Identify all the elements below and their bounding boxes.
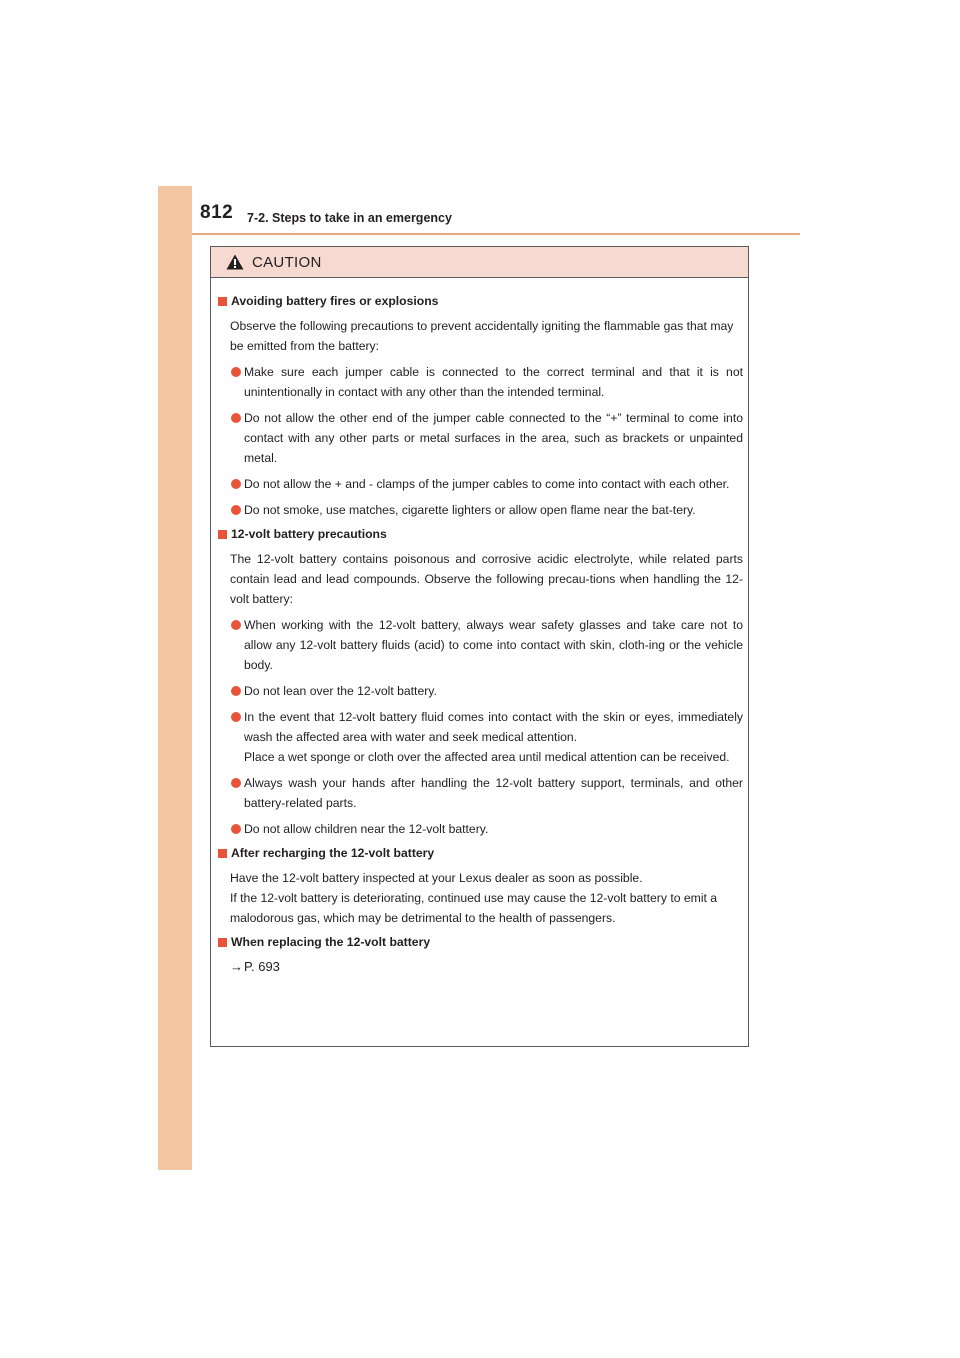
paragraph-line: Have the 12-volt battery inspected at your Lexus dealer as soon as possible. (230, 871, 643, 885)
arrow-right-icon: → (230, 959, 243, 974)
list-item-text: Do not smoke, use matches, cigarette lighters or allow open flame near the bat-tery. (244, 503, 696, 517)
square-bullet-icon (218, 938, 227, 947)
list-item-text: Make sure each jumper cable is connected to the correct terminal and that it is not unintentionally in contact with any other than the intended terminal. (244, 365, 743, 399)
list-item-text-line: In the event that 12-volt battery fluid comes into contact with the skin or eyes, immediately wash the affected area with water and seek medical attention. (244, 710, 743, 744)
round-bullet-icon (231, 413, 241, 423)
section-battery-fires (218, 293, 743, 520)
list-item (231, 819, 743, 839)
round-bullet-icon (231, 620, 241, 630)
section-heading-text: When replacing the 12-volt battery (231, 935, 431, 949)
round-bullet-icon (231, 824, 241, 834)
section-heading (218, 293, 743, 309)
page-reference-link[interactable]: P. 693 (244, 959, 280, 974)
round-bullet-icon (231, 479, 241, 489)
section-title: 7-2. Steps to take in an emergency (247, 211, 452, 225)
round-bullet-icon (231, 712, 241, 722)
list-item-text: Do not allow children near the 12-volt battery. (244, 822, 489, 836)
section-paragraph (230, 868, 743, 928)
section-replacing-battery (218, 934, 743, 977)
header-rule (192, 233, 800, 235)
section-heading (218, 526, 743, 542)
chapter-side-band (158, 186, 192, 1170)
round-bullet-icon (231, 686, 241, 696)
list-item (231, 408, 743, 468)
page-header (192, 200, 800, 236)
list-item-text: When working with the 12-volt battery, always wear safety glasses and take care not to allow any 12-volt battery fluids (acid) to come into contact with skin, cloth-ing or the vehicle body. (244, 618, 743, 672)
section-heading-text: 12-volt battery precautions (231, 527, 387, 541)
round-bullet-icon (231, 778, 241, 788)
list-item-text: Do not allow the other end of the jumper cable connected to the “+” terminal to come into contact with any other parts or metal surfaces in the area, such as brackets or unpainted metal. (244, 411, 743, 465)
list-item-text: Do not lean over the 12-volt battery. (244, 684, 437, 698)
caution-box (210, 246, 749, 1047)
list-item (231, 681, 743, 701)
paragraph-line: If the 12-volt battery is deteriorating, continued use may cause the 12-volt battery to emit a malodorous gas, which may be detrimental to the health of passengers. (230, 891, 718, 925)
caution-header (211, 247, 748, 278)
list-item-text: Always wash your hands after handling the 12-volt battery support, terminals, and other battery-related parts. (244, 776, 743, 810)
square-bullet-icon (218, 297, 227, 306)
list-item (231, 474, 743, 494)
page-number: 812 (200, 202, 234, 223)
list-item-text: Do not allow the + and - clamps of the jumper cables to come into contact with each other. (244, 477, 730, 491)
list-item (231, 362, 743, 402)
round-bullet-icon (231, 367, 241, 377)
section-intro: Observe the following precautions to prevent accidentally igniting the flammable gas that may be emitted from the battery: (230, 319, 734, 353)
list-item-text (244, 707, 743, 767)
round-bullet-icon (231, 505, 241, 515)
list-item (231, 615, 743, 675)
list-item (231, 707, 743, 767)
list-item-text-line: Place a wet sponge or cloth over the affected area until medical attention can be received. (244, 750, 730, 764)
page-reference[interactable] (230, 957, 743, 977)
square-bullet-icon (218, 530, 227, 539)
list-item (231, 773, 743, 813)
warning-triangle-icon (226, 254, 244, 270)
list-item (231, 500, 743, 520)
section-heading (218, 845, 743, 861)
section-heading (218, 934, 743, 950)
square-bullet-icon (218, 849, 227, 858)
section-heading-text: Avoiding battery fires or explosions (231, 294, 439, 308)
section-heading-text: After recharging the 12-volt battery (231, 846, 435, 860)
caution-title: CAUTION (252, 253, 322, 271)
section-intro: The 12-volt battery contains poisonous and corrosive acidic electrolyte, while related parts contain lead and lead compounds. Observe the following precau-tions when handling the 12-volt battery: (230, 552, 743, 606)
caution-content (211, 278, 748, 977)
section-after-recharging (218, 845, 743, 928)
section-battery-precautions (218, 526, 743, 839)
